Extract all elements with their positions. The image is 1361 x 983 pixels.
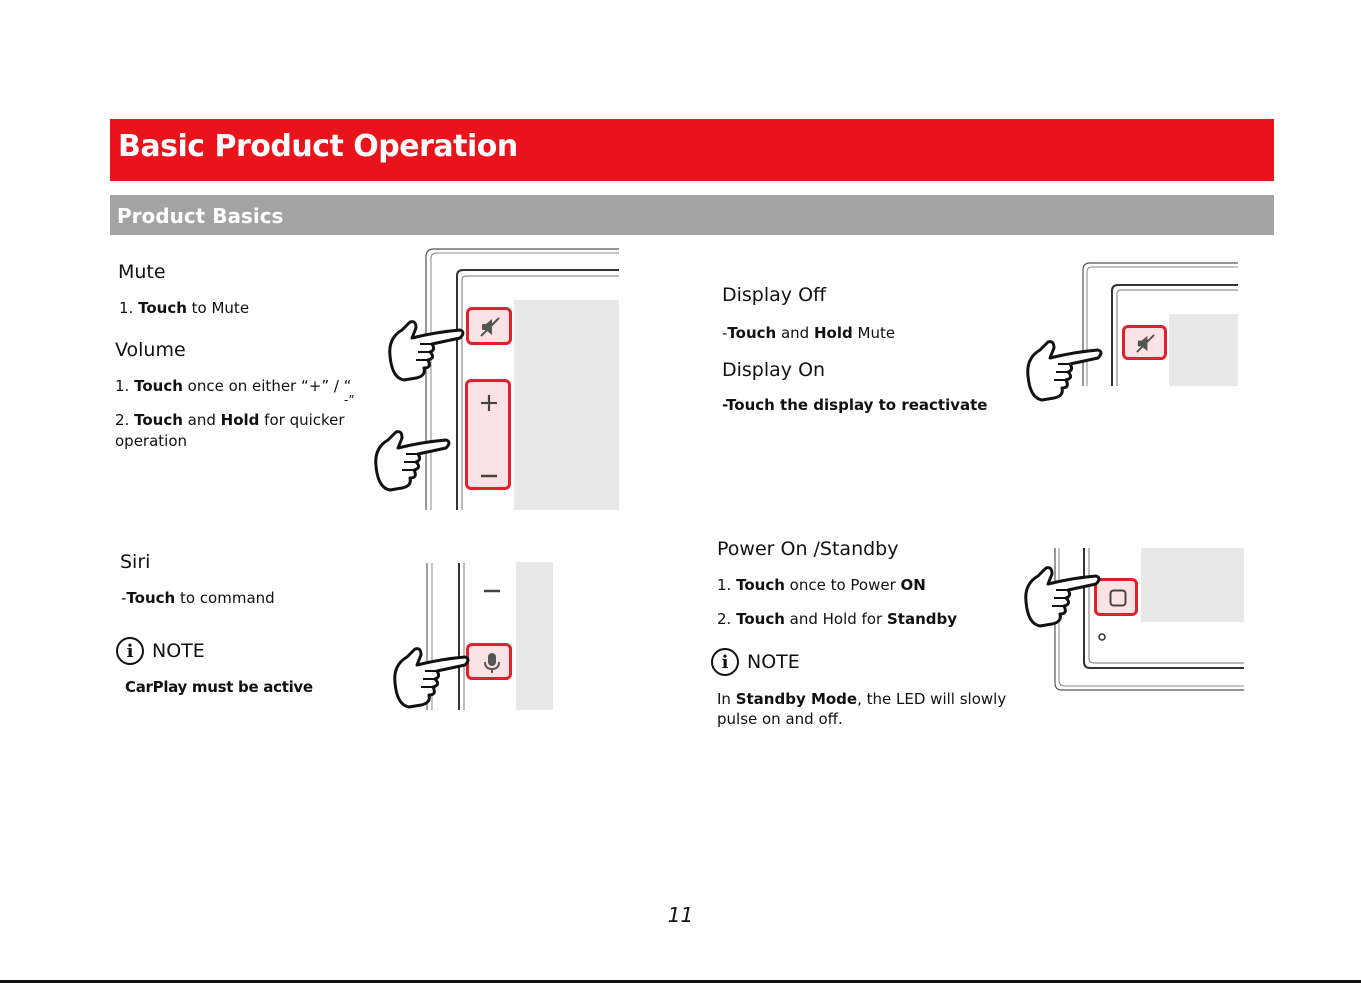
volume-step-1-num: 1. (115, 377, 130, 395)
power-step-1-num: 1. (717, 576, 732, 594)
mute-heading: Mute (118, 261, 166, 283)
power-note-pre: In (717, 690, 736, 708)
volume-step-2-bold-1: Touch (134, 411, 183, 429)
page-number: 11 (667, 903, 694, 927)
display-on-instruction: -Touch the display to reactivate (722, 396, 988, 414)
led-indicator-icon (1099, 634, 1105, 640)
display-off-rest: Mute (852, 324, 896, 342)
power-note-rest: , the LED will slowly (857, 690, 1007, 708)
power-note-bold: Standby Mode (735, 690, 858, 708)
siri-note-text: CarPlay must be active (125, 678, 313, 696)
volume-step-2-rest: for quicker (259, 411, 345, 429)
power-step-1-rest: once to Power (784, 576, 901, 594)
mute-step-1-bold: Touch (138, 299, 187, 317)
volume-heading: Volume (115, 339, 186, 361)
screen-area-power (1141, 548, 1244, 622)
siri-note-label: NOTE (152, 640, 205, 662)
page-title: Basic Product Operation (118, 129, 518, 164)
volume-step-1-tail: -” (344, 393, 355, 407)
display-off-bold-1: Touch (727, 324, 777, 342)
section-title: Product Basics (117, 204, 284, 228)
volume-step-2-mid: and (182, 411, 221, 429)
power-square-icon (1109, 589, 1127, 607)
volume-step-1-rest: once on either “+” / “ (182, 377, 352, 395)
volume-step-2-num: 2. (115, 411, 130, 429)
display-off-mid: and (776, 324, 814, 342)
power-step-2-bold-2: Standby (886, 610, 957, 628)
volume-step-2-bold-2: Hold (220, 411, 260, 429)
mute-step-1-rest: to Mute (186, 299, 250, 317)
pointing-hand-icon (1022, 564, 1102, 632)
power-note-label: NOTE (747, 651, 800, 673)
power-step-2-num: 2. (717, 610, 732, 628)
power-heading: Power On /Standby (717, 538, 899, 560)
siri-prefix: - (121, 589, 127, 607)
mute-step-1-num: 1. (119, 299, 134, 317)
power-step-1-bold-2: ON (900, 576, 926, 594)
siri-rest: to command (175, 589, 275, 607)
volume-step-2-line-2: operation (115, 432, 188, 450)
siri-heading: Siri (120, 551, 151, 573)
power-step-1-bold: Touch (736, 576, 785, 594)
power-note-line-2: pulse on and off. (717, 710, 843, 728)
power-step-2-bold: Touch (736, 610, 785, 628)
info-icon: i (116, 637, 144, 665)
display-off-heading: Display Off (722, 284, 827, 306)
display-off-prefix: - (722, 324, 728, 342)
display-off-bold-2: Hold (813, 324, 853, 342)
display-on-heading: Display On (722, 359, 826, 381)
power-step-2-rest: and Hold for (784, 610, 887, 628)
volume-step-1-bold: Touch (134, 377, 183, 395)
info-icon: i (711, 648, 739, 676)
siri-bold: Touch (126, 589, 176, 607)
